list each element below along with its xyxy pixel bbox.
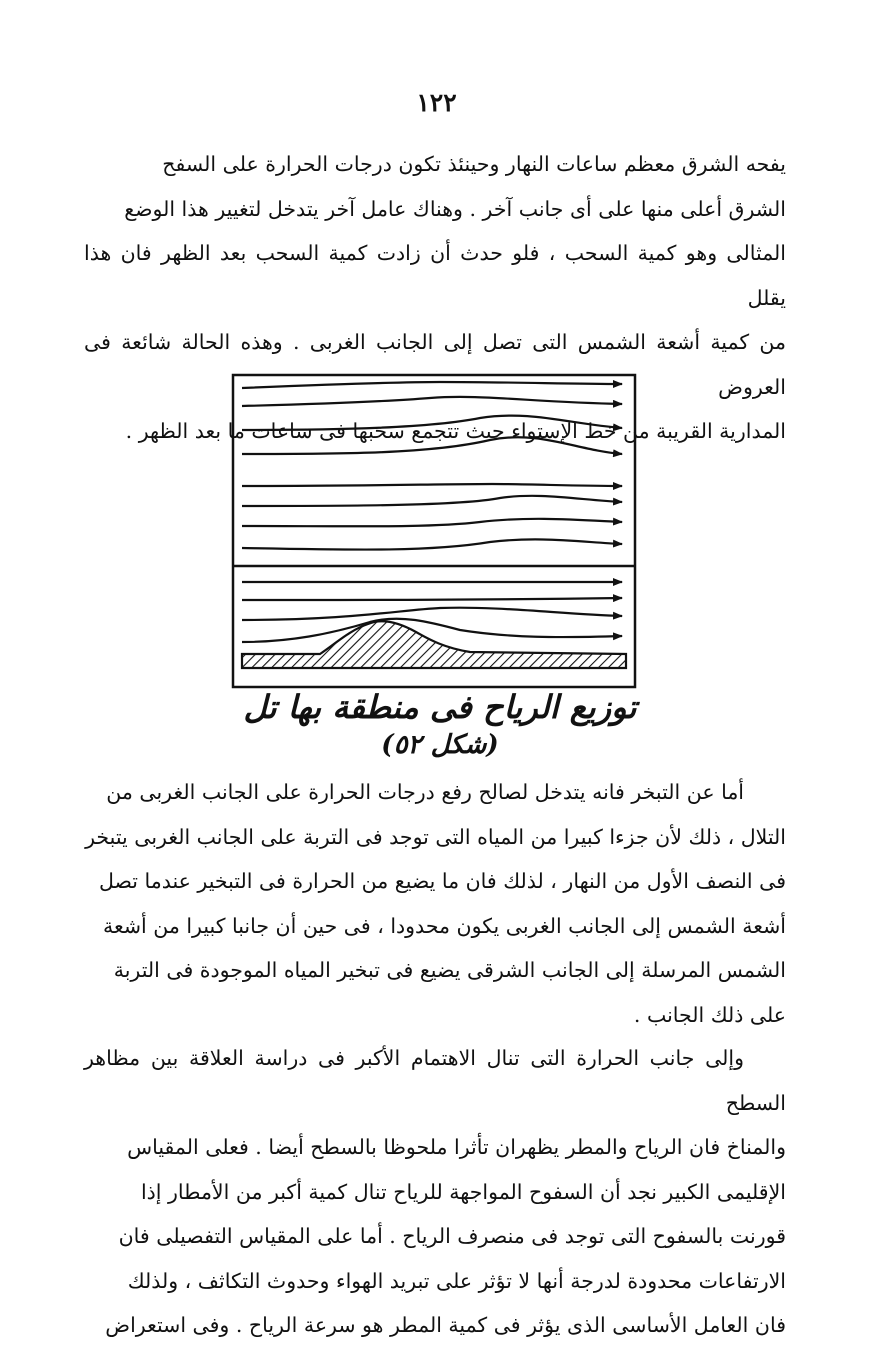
- text-line: الإقليمى الكبير نجد أن السفوح المواجهة للرياح تنال كمية أكبر من الأمطار إذا: [140, 1179, 786, 1204]
- wind-diagram: [230, 372, 640, 690]
- text-line: فى النصف الأول من النهار ، لذلك فان ما يضيع من الحرارة فى التبخير عندما تصل: [98, 869, 786, 893]
- lower-streamlines: [242, 582, 622, 642]
- text-line: على ذلك الجانب .: [633, 1002, 786, 1027]
- paragraph-2: [84, 770, 786, 1037]
- text-line: يفحه الشرق معظم ساعات النهار وحينئذ تكون درجات الحرارة على السفح: [162, 152, 786, 176]
- text-line: من كمية أشعة الشمس التى تصل إلى الجانب الغربى . وهذه الحالة شائعة فى العروض: [84, 330, 786, 399]
- text-line: أشعة الشمس إلى الجانب الغربى يكون محدودا ، فى حين أن جانبا كبيرا من أشعة: [102, 913, 786, 938]
- text-line: والمناخ فان الرياح والمطر يظهران تأثرا ملحوظا بالسطح أيضا . فعلى المقياس: [127, 1135, 786, 1159]
- text-line: الشمس المرسلة إلى الجانب الشرقى يضيع فى تبخير المياه الموجودة فى التربة: [113, 958, 786, 982]
- text-line: فان العامل الأساسى الذى يؤثر فى كمية المطر هو سرعة الرياح . وفى استعراض: [105, 1313, 786, 1337]
- text-line: المثالى وهو كمية السحب ، فلو حدث أن زادت كمية السحب بعد الظهر فان هذا يقلل: [84, 241, 786, 310]
- text-line: التلال ، ذلك لأن جزءا كبيرا من المياه التى توجد فى التربة على الجانب الغربى يتبخر: [85, 824, 786, 849]
- text-line: الارتفاعات محدودة لدرجة أنها لا تؤثر على تبريد الهواء وحدوث التكاثف ، ولذلك: [127, 1268, 786, 1293]
- upper-streamlines: [242, 382, 622, 550]
- figure-label: (شكل ٥٢): [381, 730, 499, 760]
- hill-profile: [242, 621, 626, 668]
- figure-caption: توزيع الرياح فى منطقة بها تل: [243, 688, 637, 726]
- text-line: وإلى جانب الحرارة التى تنال الاهتمام الأكبر فى دراسة العلاقة بين مظاهر السطح: [84, 1046, 786, 1115]
- wind-distribution-figure: [230, 372, 640, 690]
- text-line: الشرق أعلى منها على أى جانب آخر . وهناك عامل آخر يتدخل لتغيير هذا الوضع: [124, 196, 786, 221]
- text-line: المدارية القريبة من خط الإستواء حيث تتجمع سحبها فى ساعات ما بعد الظهر .: [125, 419, 786, 443]
- page-number: ١٢٢: [416, 88, 457, 117]
- text-line: أما عن التبخر فانه يتدخل لصالح رفع درجات الحرارة على الجانب الغربى من: [106, 780, 744, 804]
- paragraph-3: [84, 1036, 786, 1348]
- text-line: قورنت بالسفوح التى توجد فى منصرف الرياح . أما على المقياس التفصيلى فان: [118, 1224, 786, 1248]
